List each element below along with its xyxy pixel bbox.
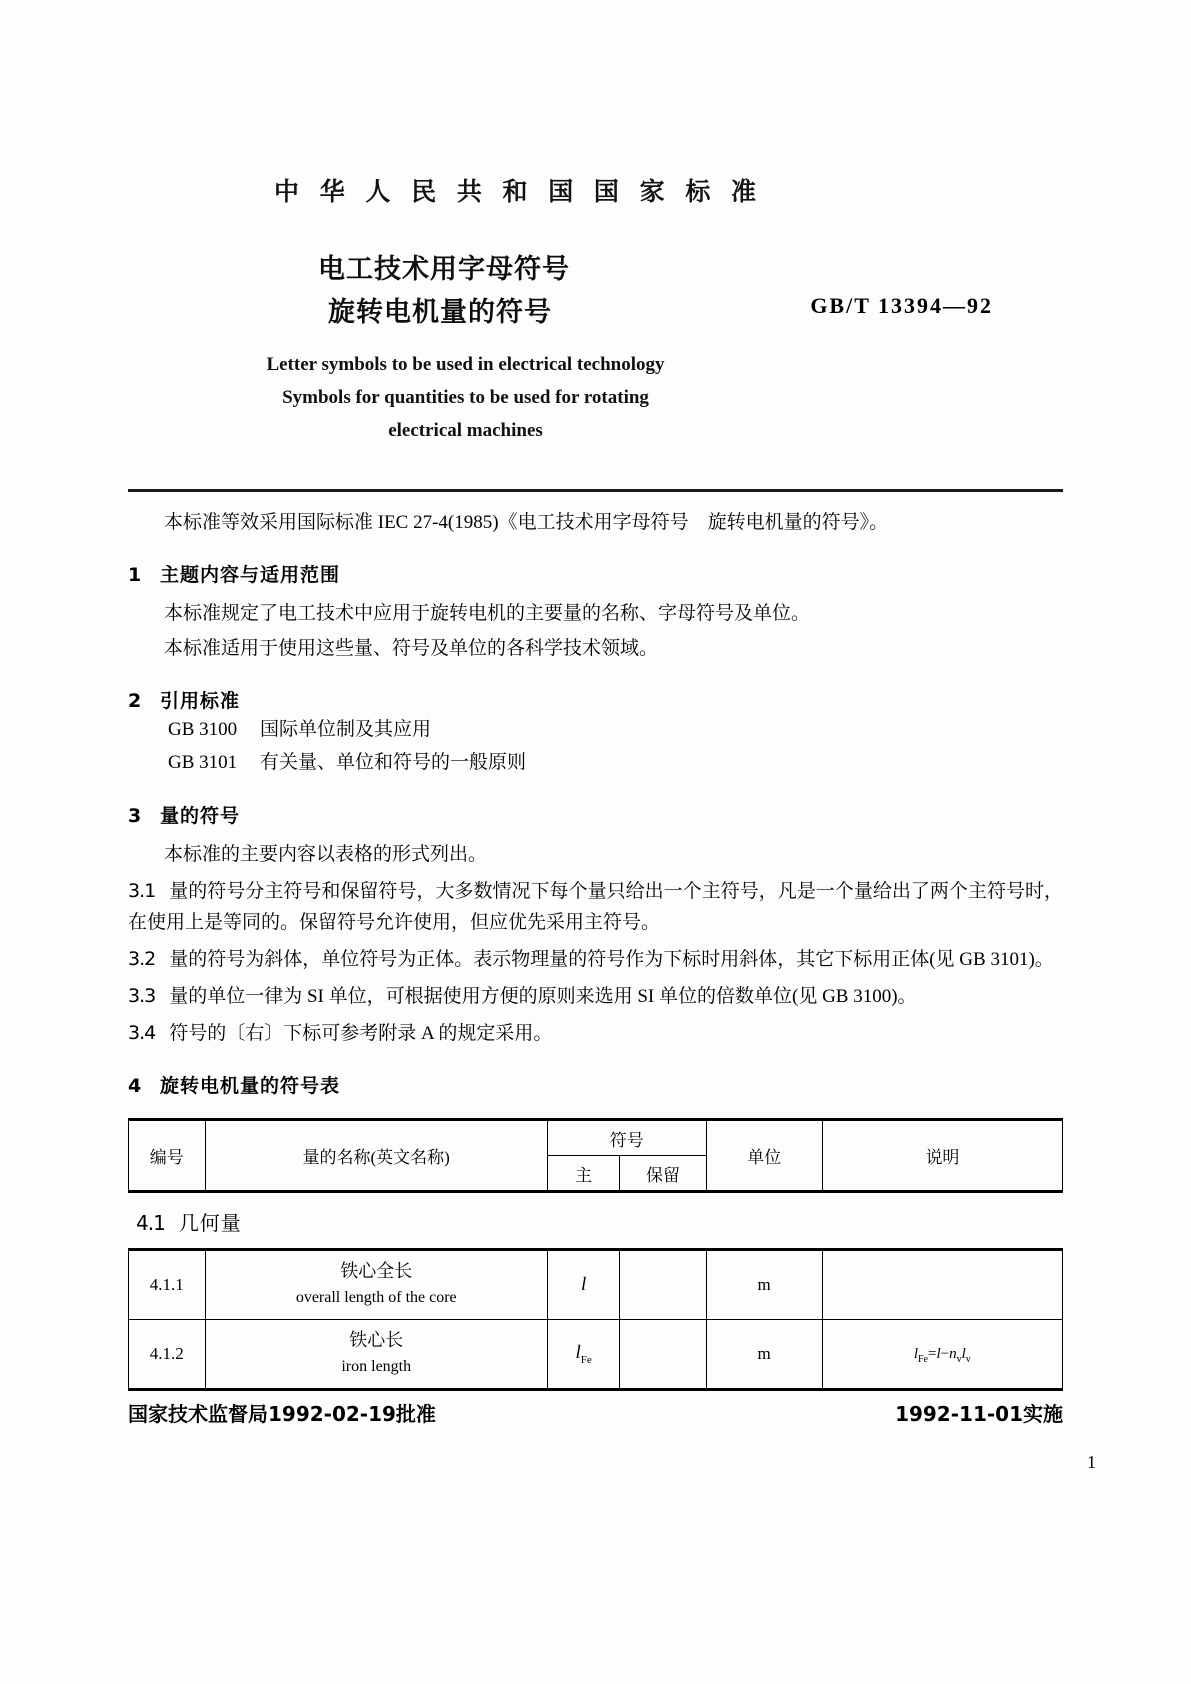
section-1-paragraph-1: 本标准规定了电工技术中应用于旋转电机的主要量的名称、字母符号及单位。 — [164, 603, 811, 624]
cell-quantity-name — [205, 1320, 547, 1390]
section-title-3: 量的符号 — [160, 805, 241, 827]
page-number: 1 — [1087, 1452, 1096, 1472]
section-heading-3 — [128, 801, 1063, 828]
clause-text: 量的单位一律为 SI 单位，可根据使用方便的原则来选用 SI 单位的倍数单位(见 GB 3100)。 — [169, 986, 917, 1007]
clause-number: 3.2 — [128, 948, 156, 970]
intro-paragraph: 本标准等效采用国际标准 IEC 27-4(1985)《电工技术用字母符号 旋转电机量的符号》。 — [164, 512, 889, 533]
quantity-name-en: overall length of the core — [295, 1289, 457, 1306]
th-symbol-main: 主 — [547, 1156, 620, 1192]
chinese-title-line-1: 电工技术用字母符号 — [318, 254, 570, 285]
section-number-1: 1 — [128, 564, 143, 586]
section-title-2: 引用标准 — [160, 690, 241, 712]
th-unit: 单位 — [706, 1120, 822, 1192]
table-row — [129, 1320, 1063, 1390]
section-title-4: 旋转电机量的符号表 — [160, 1075, 341, 1097]
section-heading-2 — [128, 686, 1063, 713]
description-formula: $l_{Fe}=l-n_vl_v$ — [913, 1346, 971, 1365]
clause-text: 量的符号为斜体，单位符号为正体。表示物理量的符号作为下标时用斜体，其它下标用正体(见 GB 3101)。 — [169, 949, 1054, 970]
cell-symbol-reserved — [620, 1250, 706, 1320]
clause-3-3 — [128, 981, 1063, 1012]
header-divider — [128, 489, 1063, 492]
section-heading-1 — [128, 560, 1063, 587]
clause-3-4 — [128, 1018, 1063, 1049]
clause-number: 3.3 — [128, 985, 156, 1007]
effective-date-text: 1992-11-01实施 — [895, 1402, 1063, 1426]
section-number-4: 4 — [128, 1075, 143, 1097]
subsection-title: 几何量 — [178, 1211, 242, 1235]
cell-description — [822, 1320, 1062, 1390]
cell-symbol-reserved — [620, 1320, 706, 1390]
page-footer — [128, 1398, 1063, 1427]
section-title-1: 主题内容与适用范围 — [160, 564, 341, 586]
english-title-line-1: Letter symbols to be used in electrical technology — [266, 354, 665, 375]
symbols-table-header — [128, 1118, 1063, 1193]
section-3-lead: 本标准的主要内容以表格的形式列出。 — [164, 844, 488, 865]
symbol-main-glyph: l — [580, 1274, 587, 1295]
clause-text: 量的符号分主符号和保留符号，大多数情况下每个量只给出一个主符号，凡是一个量给出了两个主符号时，在使用上是等同的。保留符号允许使用，但应优先采用主符号。 — [128, 881, 1063, 933]
reference-item — [128, 746, 1063, 779]
symbols-table-body — [128, 1248, 1063, 1391]
cell-description — [822, 1250, 1062, 1320]
national-standard-title: 中 华 人 民 共 和 国 国 家 标 准 — [274, 177, 763, 206]
th-symbol-reserved: 保留 — [620, 1156, 706, 1192]
title-row — [128, 248, 1063, 334]
reference-name: 国际单位制及其应用 — [260, 719, 432, 740]
reference-item — [128, 713, 1063, 746]
reference-code: GB 3101 — [168, 752, 238, 773]
th-quantity-name: 量的名称(英文名称) — [205, 1120, 547, 1192]
th-description: 说明 — [822, 1120, 1062, 1192]
reference-name: 有关量、单位和符号的一般原则 — [260, 752, 527, 773]
symbols-table-block — [128, 1118, 1063, 1391]
subsection-number: 4.1 — [136, 1211, 165, 1235]
english-title-line-2: Symbols for quantities to be used for rotating — [282, 387, 649, 408]
english-title-line-3: electrical machines — [388, 420, 543, 441]
symbol-main-glyph — [575, 1342, 592, 1366]
table-header-row — [129, 1120, 1063, 1156]
section-number-3: 3 — [128, 805, 143, 827]
quantity-name-en: iron length — [341, 1358, 412, 1375]
clause-number: 3.4 — [128, 1022, 156, 1044]
th-symbol: 符号 — [547, 1120, 706, 1156]
section-heading-4 — [128, 1071, 1063, 1098]
cell-number: 4.1.1 — [129, 1250, 206, 1320]
cell-symbol-main — [547, 1250, 619, 1320]
english-title — [128, 348, 1063, 447]
cell-unit: m — [706, 1250, 822, 1320]
chinese-title — [318, 248, 570, 334]
clause-3-2 — [128, 944, 1063, 975]
clause-3-1 — [128, 876, 1063, 938]
subsection-heading-4-1 — [136, 1207, 1063, 1236]
reference-code: GB 3100 — [168, 719, 238, 740]
th-number: 编号 — [129, 1120, 206, 1192]
quantity-name-cn: 铁心全长 — [340, 1261, 413, 1282]
page-content — [128, 0, 1063, 1391]
symbol-base: l — [575, 1342, 581, 1364]
cell-number: 4.1.2 — [129, 1320, 206, 1390]
quantity-name-cn: 铁心长 — [349, 1330, 404, 1351]
approval-text: 国家技术监督局1992-02-19批准 — [128, 1402, 436, 1426]
clause-text: 符号的〔右〕下标可参考附录 A 的规定采用。 — [169, 1023, 553, 1044]
cell-unit: m — [706, 1320, 822, 1390]
symbol-subscript: Fe — [580, 1353, 592, 1366]
table-row — [129, 1250, 1063, 1320]
clause-number: 3.1 — [128, 880, 156, 902]
cell-quantity-name — [205, 1250, 547, 1320]
section-1-paragraph-2: 本标准适用于使用这些量、符号及单位的各科学技术领域。 — [164, 638, 659, 659]
section-number-2: 2 — [128, 690, 143, 712]
chinese-title-line-2: 旋转电机量的符号 — [328, 297, 552, 328]
standard-number: GB/T 13394—92 — [810, 293, 993, 318]
cell-symbol-main — [547, 1320, 619, 1390]
